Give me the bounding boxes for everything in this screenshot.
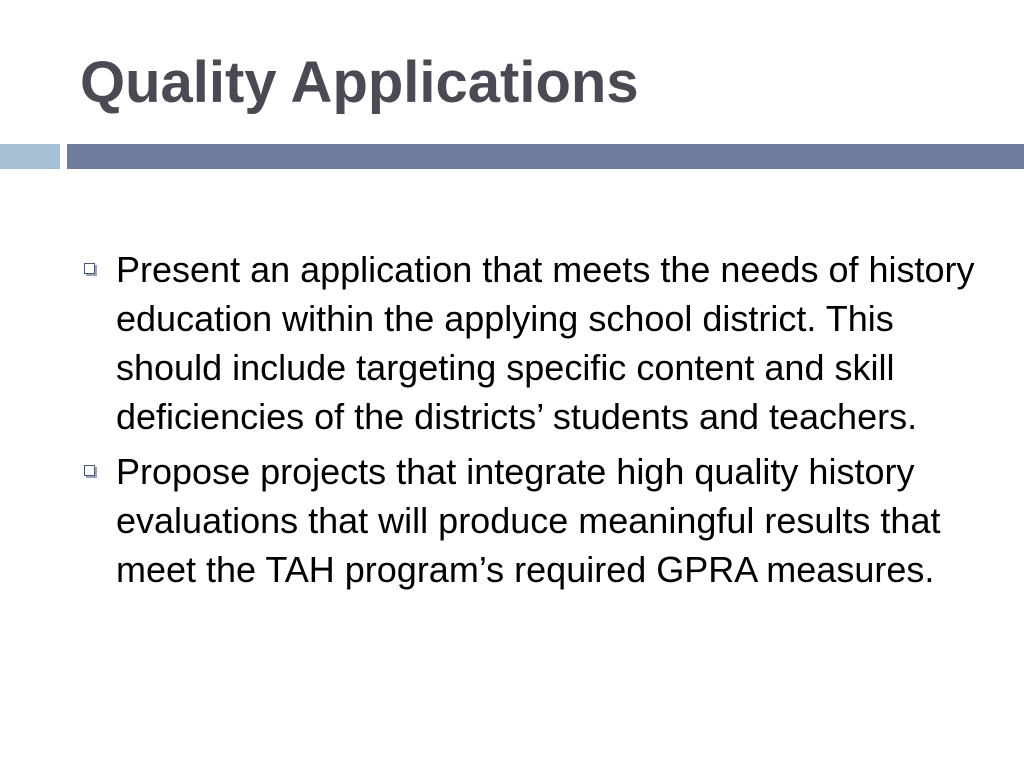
accent-bar-main xyxy=(67,144,1024,169)
accent-bar-left xyxy=(0,144,60,169)
bullet-item xyxy=(80,447,980,594)
bullet-list xyxy=(80,245,980,600)
bullet-item xyxy=(80,245,980,441)
bullet-text: Present an application that meets the needs of history education within the applying school district. This should include targeting specific content and skill deficiencies of the districts’ students and teachers. xyxy=(116,249,975,437)
square-bullet-icon xyxy=(84,263,95,274)
bullet-text: Propose projects that integrate high quality history evaluations that will produce meaningful results that meet the TAH program’s required GPRA measures. xyxy=(116,451,941,590)
slide-title: Quality Applications xyxy=(80,50,639,115)
square-bullet-icon xyxy=(84,465,95,476)
